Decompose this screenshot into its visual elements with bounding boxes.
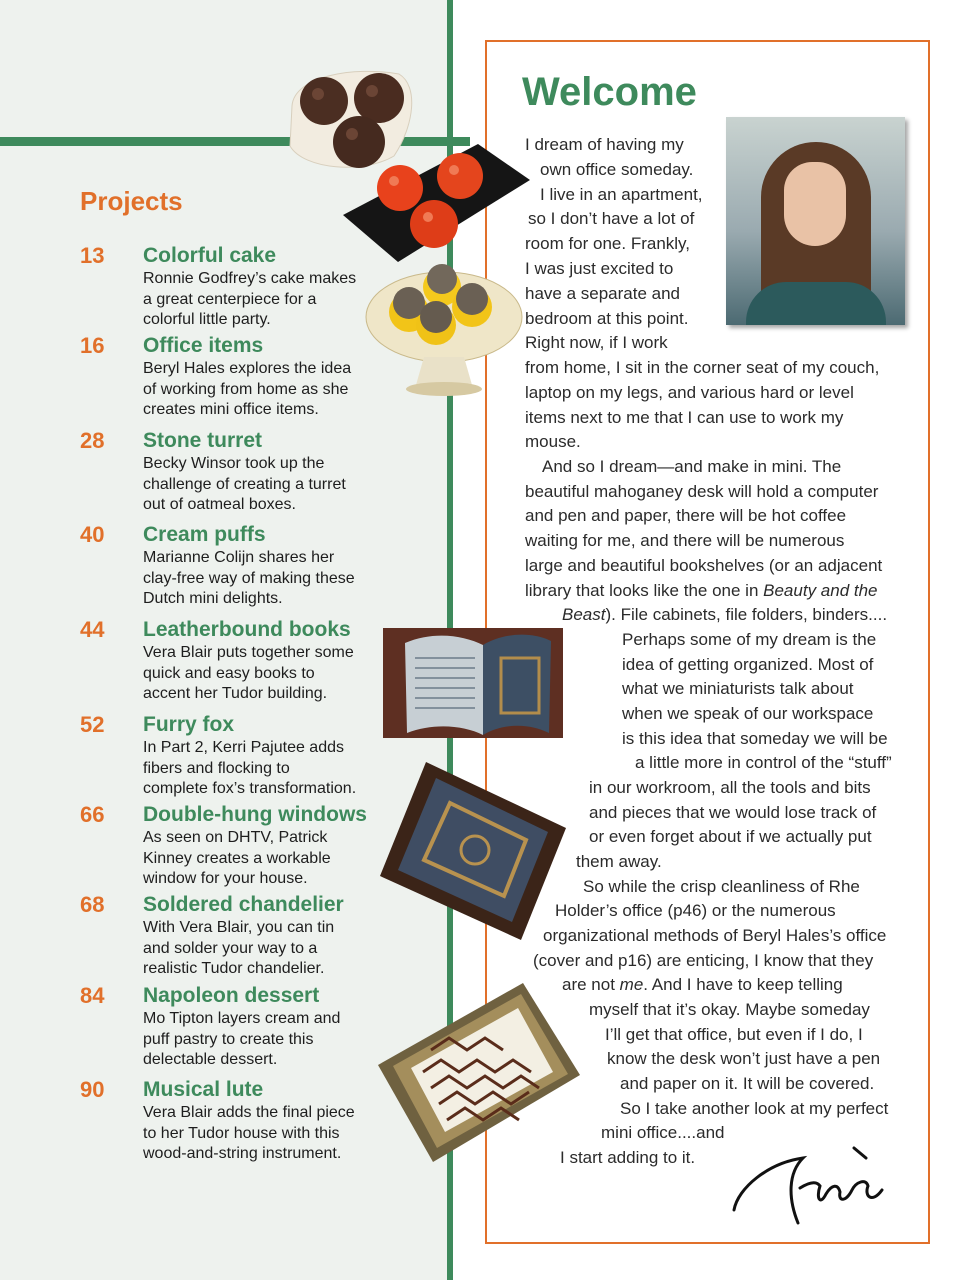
letter-line: when we speak of our workspace [622, 704, 874, 723]
project-item[interactable] [80, 333, 390, 421]
project-item[interactable] [80, 712, 390, 800]
letter-line: mini office....and [601, 1123, 725, 1142]
project-description: With Vera Blair, you can tin and solder your way to a realistic Tudor chandelier. [143, 919, 335, 977]
letter-line: myself that it’s okay. Maybe someday [589, 1000, 870, 1019]
project-description: Ronnie Godfrey’s cake makes a great centerpiece for a colorful little party. [143, 270, 357, 328]
project-item[interactable] [80, 617, 390, 705]
letter-line: and pen and paper, there will be hot coffee [525, 506, 847, 525]
project-description: Beryl Hales explores the idea of working from home as she creates mini office items. [143, 360, 352, 418]
page-number: 40 [80, 522, 105, 547]
project-item[interactable] [80, 1077, 390, 1165]
letter-line: organizational methods of Beryl Hales’s office [543, 926, 887, 945]
letter-line: items next to me that I can use to work my [525, 408, 844, 427]
page-number: 90 [80, 1077, 105, 1102]
project-title: Stone turret [143, 429, 263, 452]
page-number: 16 [80, 333, 105, 358]
project-description: Vera Blair puts together some quick and easy books to accent her Tudor building. [143, 644, 354, 702]
letter-line: and paper on it. It will be covered. [620, 1074, 875, 1093]
project-description: Mo Tipton layers cream and puff pastry to create this delectable dessert. [143, 1010, 341, 1068]
letter-line: I was just excited to [525, 259, 674, 278]
project-title: Colorful cake [143, 244, 277, 267]
book-title: Beast [562, 605, 606, 624]
letter-line: library that looks like the one in Beauty and the [525, 581, 878, 600]
letter-line: from home, I sit in the corner seat of my couch, [525, 358, 880, 377]
book-title: Beauty and the [763, 581, 878, 600]
page-number: 84 [80, 983, 105, 1008]
letter-line: so I don’t have a lot of [528, 209, 695, 228]
letter-line: bedroom at this point. [525, 309, 689, 328]
letter-line: what we miniaturists talk about [622, 679, 854, 698]
project-description: In Part 2, Kerri Pajutee adds fibers and flocking to complete fox’s transformation. [143, 739, 357, 797]
letter-line: Holder’s office (p46) or the numerous [555, 901, 836, 920]
project-title: Leatherbound books [143, 618, 351, 641]
letter-line: waiting for me, and there will be numerous [525, 531, 845, 550]
letter-line: is this idea that someday we will be [622, 729, 888, 748]
project-description: As seen on DHTV, Patrick Kinney creates a workable window for your house. [143, 829, 331, 887]
project-description: Marianne Colijn shares her clay-free way of making these Dutch mini delights. [143, 549, 355, 607]
page-number: 44 [80, 617, 105, 642]
project-title: Soldered chandelier [143, 893, 344, 916]
signature [728, 1128, 888, 1228]
projects-heading: Projects [80, 186, 183, 216]
cream-puffs-image [364, 257, 524, 397]
letter-line: have a separate and [525, 284, 681, 303]
welcome-heading: Welcome [522, 70, 697, 114]
letter-line: are not me. And I have to keep telling [562, 975, 843, 994]
emphasis: me [619, 975, 644, 994]
letter-line: laptop on my legs, and various hard or level [525, 383, 854, 402]
letter-line: in our workroom, all the tools and bits [589, 778, 871, 797]
project-title: Cream puffs [143, 523, 266, 546]
letter-line: or even forget about if we actually put [589, 827, 872, 846]
letter-line: So while the crisp cleanliness of Rhe [583, 877, 860, 896]
project-title: Double-hung windows [143, 803, 367, 826]
project-description: Vera Blair adds the final piece to her Tudor house with this wood-and-string instrument. [143, 1104, 355, 1162]
letter-line: Perhaps some of my dream is the [622, 630, 877, 649]
page-number: 13 [80, 243, 105, 268]
letter-line: So I take another look at my perfect [620, 1099, 889, 1118]
editor-photo [726, 117, 905, 325]
letter-line: room for one. Frankly, [525, 234, 691, 253]
letter-line: I live in an apartment, [540, 185, 703, 204]
page-number: 66 [80, 802, 105, 827]
napoleon-dessert-image [373, 980, 583, 1165]
letter-line: I dream of having my [525, 135, 684, 154]
project-item[interactable] [80, 522, 390, 610]
open-book-image [383, 623, 563, 741]
project-title: Napoleon dessert [143, 984, 320, 1007]
letter-line: own office someday. [540, 160, 694, 179]
project-description: Becky Winsor took up the challenge of creating a turret out of oatmeal boxes. [143, 455, 346, 513]
page-number: 28 [80, 428, 105, 453]
project-item[interactable] [80, 892, 390, 980]
letter-line: I start adding to it. [560, 1148, 696, 1167]
letter-line: Right now, if I work [525, 333, 668, 352]
orange-candies-image [338, 140, 533, 265]
project-item[interactable] [80, 983, 390, 1071]
letter-line: large and beautiful bookshelves (or an adjacent [525, 556, 883, 575]
letter-line: Beast). File cabinets, file folders, binders.... [562, 605, 888, 624]
letter-line: I’ll get that office, but even if I do, I [605, 1025, 863, 1044]
project-title: Office items [143, 334, 264, 357]
project-title: Furry fox [143, 713, 235, 736]
letter-line: a little more in control of the “stuff” [635, 753, 892, 772]
letter-line: (cover and p16) are enticing, I know that they [533, 951, 874, 970]
letter-line: and pieces that we would lose track of [589, 803, 877, 822]
letter-line: beautiful mahoganey desk will hold a computer [525, 482, 879, 501]
letter-line: mouse. [525, 432, 581, 451]
page-number: 68 [80, 892, 105, 917]
letter-line: And so I dream—and make in mini. The [542, 457, 842, 476]
project-title: Musical lute [143, 1078, 264, 1101]
letter-line: them away. [576, 852, 662, 871]
page-number: 52 [80, 712, 105, 737]
letter-line: know the desk won’t just have a pen [607, 1049, 881, 1068]
letter-line: idea of getting organized. Most of [622, 655, 874, 674]
project-item[interactable] [80, 428, 390, 516]
project-item[interactable] [80, 802, 390, 890]
leather-book-image [376, 758, 571, 943]
